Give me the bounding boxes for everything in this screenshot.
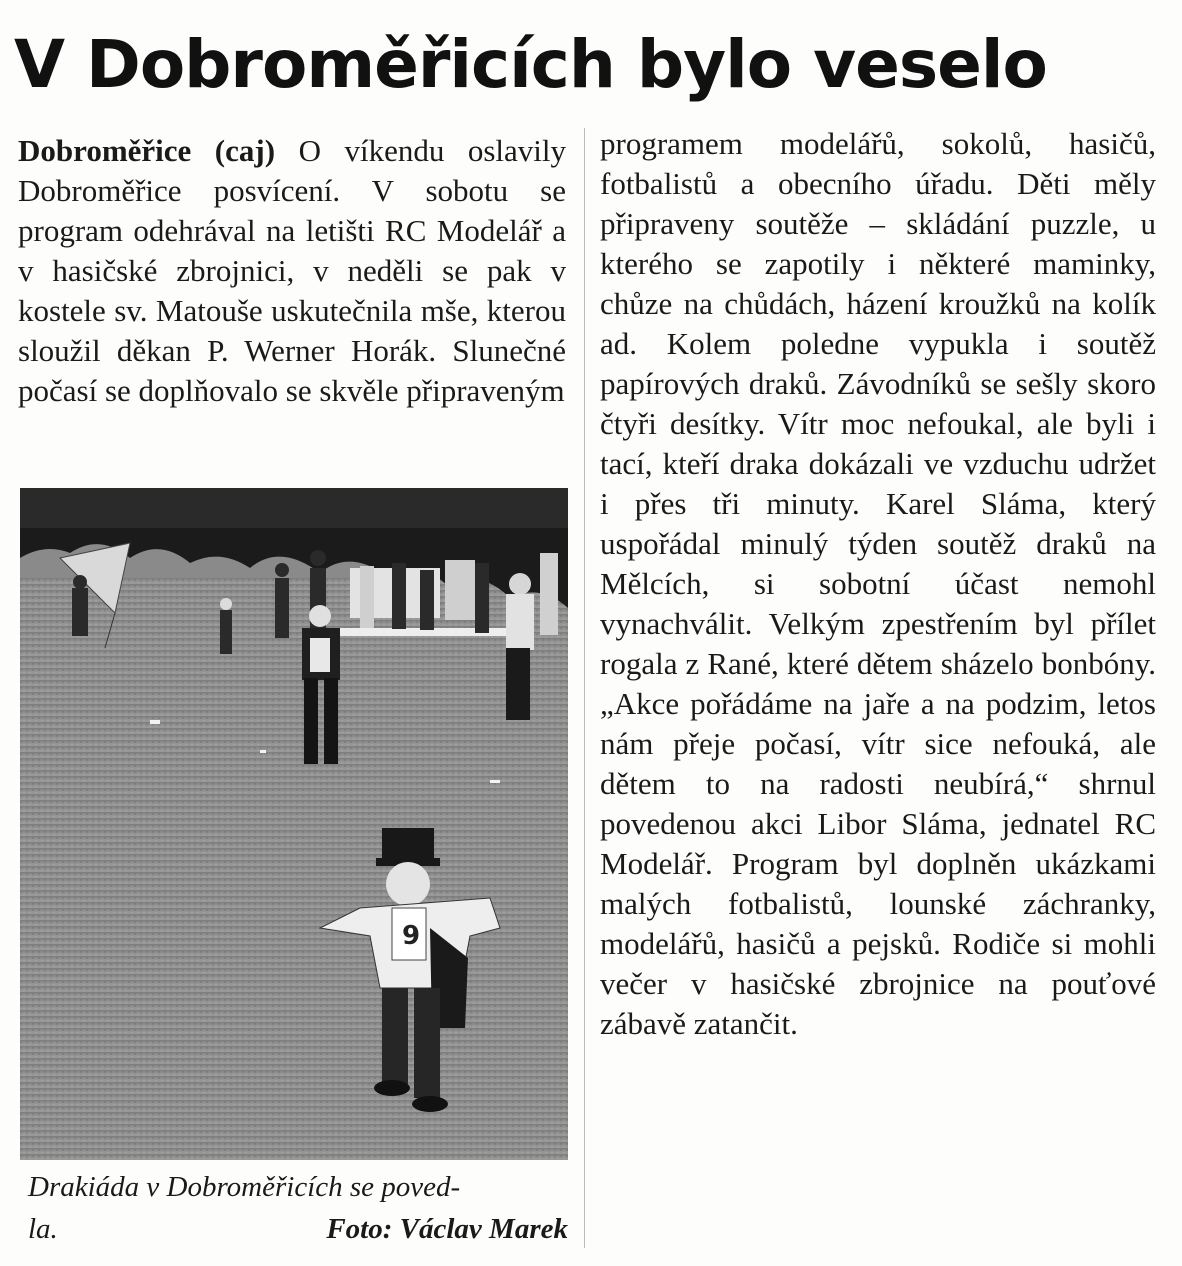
- photo-credit: Foto: Václav Marek: [326, 1213, 568, 1245]
- article-body-left: O víkendu oslavily Dobroměřice posvícení. V sobotu se program odehrával na letišti RC Modelář a v hasičské zbrojnici, v neděli se pak v kostele sv. Matouše uskutečnila mše, kterou sloužil děkan P. Werner Horák. Slunečné počasí se doplňovalo se skvěle připraveným: [18, 133, 567, 408]
- photo-caption: [28, 1166, 568, 1250]
- article-headline: V Dobroměřicích bylo veselo: [14, 26, 1047, 103]
- column-divider: [584, 128, 585, 1248]
- child-figure-right: [506, 573, 534, 720]
- svg-text:9: 9: [402, 921, 421, 951]
- article-dateline: Dobroměřice (caj): [18, 133, 276, 168]
- photo-caption-line1: Drakiáda v Dobroměřicích se poved-: [28, 1171, 461, 1203]
- article-paragraph-left: [18, 131, 566, 411]
- article-photo: [20, 488, 568, 1160]
- article-body-right: programem modelářů, sokolů, hasičů, fotbalistů a obecního úřadu. Děti měly připraveny soutěže – skládání puzzle, u kterého se zapotily i některé maminky, chůze na chůdách, házení kroužků na kolík ad. Kolem poledne vypukla i soutěž papírových draků. Závodníků se sešly skoro čtyři desítky. Vítr moc nefoukal, ale byli i tací, kteří draka dokázali ve vzduchu udržet i přes tři minuty. Karel Sláma, který uspořádal minulý týden soutěž draků na Mělcích, si sobotní účast nemohl vynachválit. Velkým zpestřením byl přílet rogala z Rané, které dětem sházelo bonbóny. „Akce pořádáme na jaře a na podzim, letos nám přeje počasí, vítr sice nefouká, ale dětem to na radosti neubírá,“ shrnul povedenou akci Libor Sláma, jednatel RC Modelář. Program byl doplněn ukázkami malých fotbalistů, lounské záchranky, modelářů, hasičů a pejsků. Rodiče si mohli večer v hasičské zbrojnice na pouťové zábavě zatančit.: [600, 126, 1156, 1041]
- article-column-right: [600, 124, 1156, 1044]
- article-column-left: [18, 131, 566, 411]
- photo-caption-line2: la.: [28, 1213, 58, 1245]
- photo-caption-row2: [28, 1208, 568, 1250]
- kite-festival-photo: [20, 488, 568, 1160]
